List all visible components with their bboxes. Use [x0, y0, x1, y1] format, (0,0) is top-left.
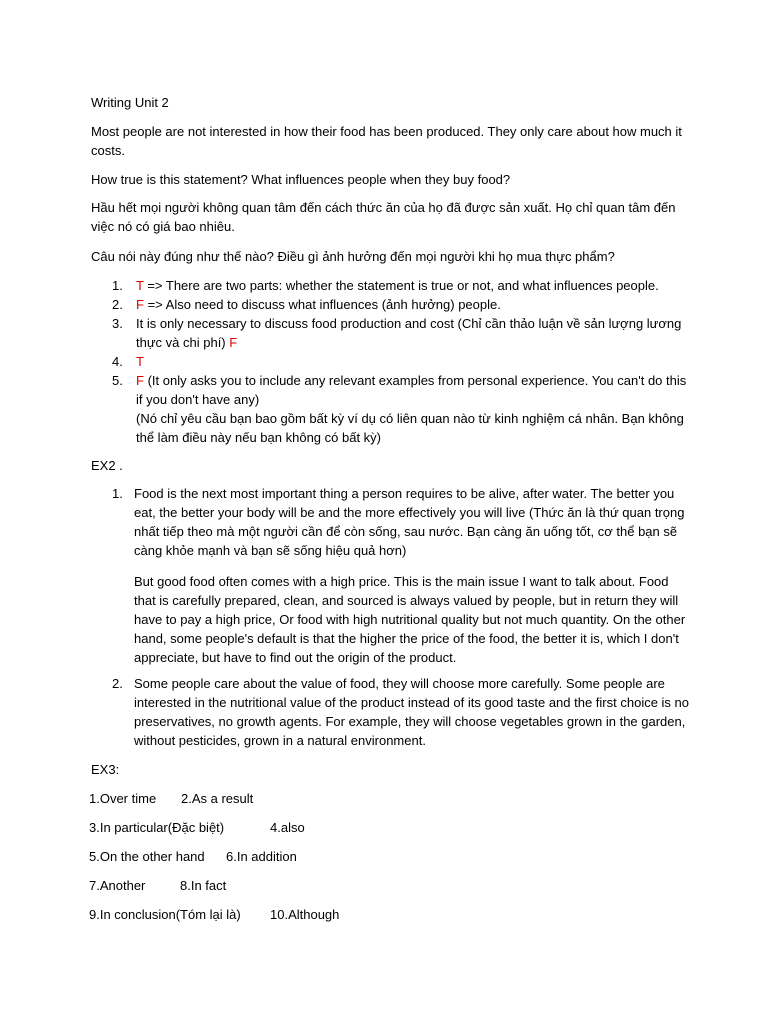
ex3-item: 9.In conclusion(Tóm lại là) — [89, 907, 241, 922]
list-number: 3. — [112, 316, 123, 331]
list-number: 1. — [112, 486, 123, 501]
answer-mark: F — [229, 335, 238, 350]
list-number: 2. — [112, 676, 123, 691]
task-question: How true is this statement? What influences people when they buy food? — [91, 172, 511, 187]
list-number: 1. — [112, 278, 123, 293]
answer-text: => There are two parts: whether the statement is true or not, and what influences people. — [143, 278, 659, 293]
list-number: 2. — [112, 297, 123, 312]
list-number: 5. — [112, 373, 123, 388]
answer-mark: F — [136, 373, 144, 388]
ex3-item: 10.Although — [270, 907, 340, 922]
ex1-answer-list — [91, 276, 691, 447]
ex2-heading: EX2 . — [91, 458, 123, 473]
ex3-item: 3.In particular(Đặc biệt) — [89, 820, 225, 835]
ex3-item: 4.also — [270, 820, 305, 835]
ex2-paragraph: Some people care about the value of food, they will choose more carefully. Some people are interested in the nutritional value of the product instead of its good taste and the first choice is no preservatives, no growth agents. For example, they will choose vegetables grown in the garden, without pesticides, grown in a natural environment. — [134, 676, 690, 748]
list-item — [91, 314, 691, 352]
answer-text-vi: (Nó chỉ yêu cầu bạn bao gồm bất kỳ ví dụ có liên quan nào từ kinh nghiệm cá nhân. Bạn không thể làm điều này nếu bạn không có bất kỳ) — [136, 411, 684, 445]
ex3-item: 5.On the other hand — [89, 849, 205, 864]
document-title: Writing Unit 2 — [91, 95, 169, 110]
ex3-item: 2.As a result — [181, 791, 254, 806]
ex2-paragraph: But good food often comes with a high price. This is the main issue I want to talk about. Food that is carefully prepared, clean, and sourced is always valued by people, but in return they will have to pay a high price, Or food with high nutritional quality but not much quantity. On the other hand, some people's default is that the higher the price of the food, the better it is, which I don't appreciate, but have to find out the origin of the product. — [134, 574, 686, 665]
ex3-item: 8.In fact — [180, 878, 227, 893]
ex3-item: 1.Over time — [89, 791, 157, 806]
list-item — [91, 352, 691, 371]
list-item — [91, 371, 691, 447]
answer-text: => Also need to discuss what influences (ảnh hưởng) people. — [143, 297, 501, 312]
ex3-heading: EX3: — [91, 762, 120, 777]
ex3-item: 6.In addition — [226, 849, 297, 864]
list-item — [91, 295, 691, 314]
task-question-vi: Câu nói này đúng như thế nào? Điều gì ảnh hưởng đến mọi người khi họ mua thực phẩm? — [91, 249, 615, 264]
answer-text: (It only asks you to include any relevant examples from personal experience. You can't do this if you don't have any) — [136, 373, 687, 407]
ex2-paragraph: Food is the next most important thing a person requires to be alive, after water. The better you eat, the better your body will be and the more effectively you will live (Thức ăn là thứ quan trọng nhất tiếp theo mà một người cần để còn sống, sau nước. Bạn càng ăn uống tốt, cơ thể bạn sẽ càng khỏe mạnh và bạn sẽ sống hiệu quả hơn) — [134, 486, 685, 558]
list-item — [91, 276, 691, 295]
ex2-item — [91, 674, 691, 750]
task-statement-vi: Hầu hết mọi người không quan tâm đến cách thức ăn của họ đã được sản xuất. Họ chỉ quan tâm đến việc nó có giá bao nhiêu. — [91, 200, 676, 234]
task-statement: Most people are not interested in how their food has been produced. They only care about how much it costs. — [91, 124, 682, 158]
answer-text: It is only necessary to discuss food production and cost (Chỉ cần thảo luận về sản lượng lương thực và chi phí) — [136, 316, 682, 350]
ex3-item: 7.Another — [89, 878, 146, 893]
answer-mark: T — [136, 278, 144, 293]
ex2-item — [91, 484, 691, 667]
list-number: 4. — [112, 354, 123, 369]
answer-mark: F — [136, 297, 144, 312]
answer-mark: T — [136, 354, 144, 369]
